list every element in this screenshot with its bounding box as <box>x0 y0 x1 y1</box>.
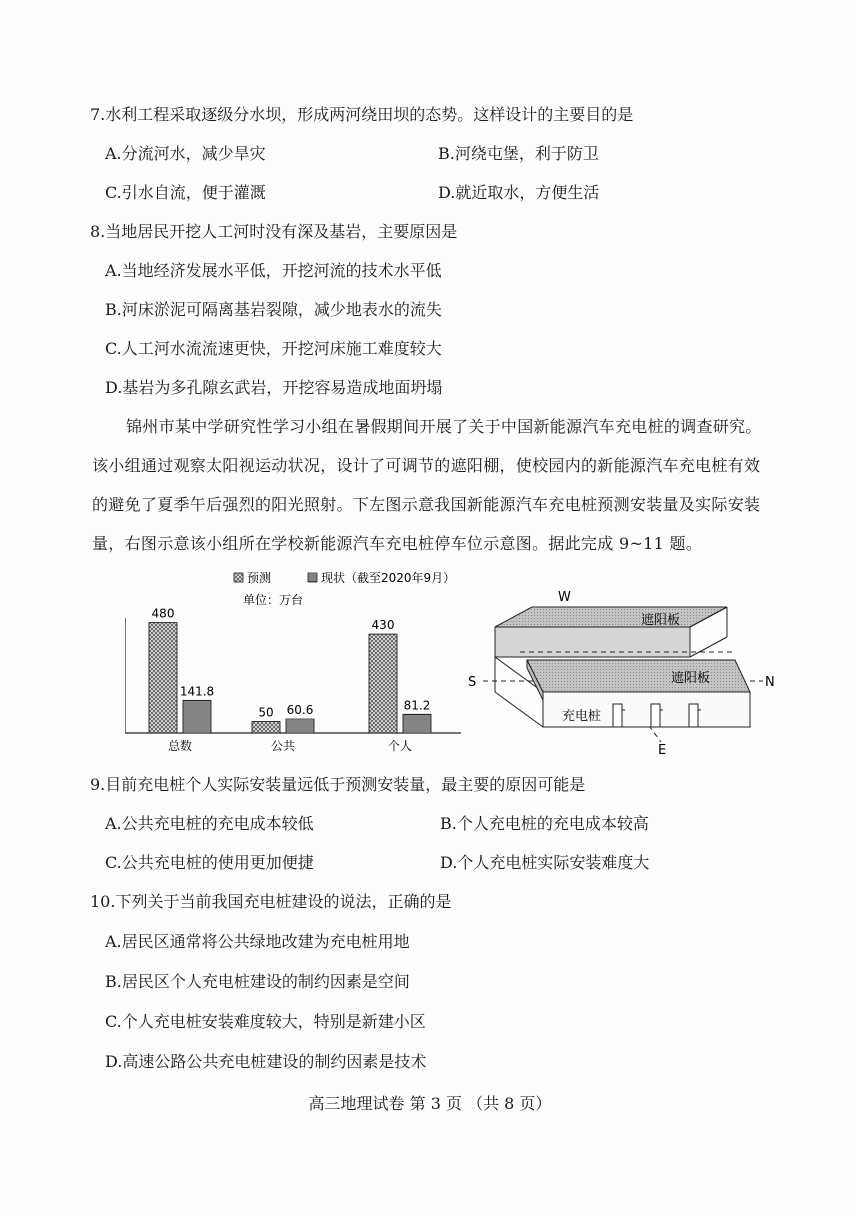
category-label: 总数 <box>167 739 193 753</box>
legend-swatch-actual <box>308 573 317 582</box>
ground-left-line <box>495 692 543 727</box>
bar-value-label: 81.2 <box>403 698 431 713</box>
bar-actual-2 <box>403 714 431 733</box>
bar-forecast-1 <box>252 722 280 734</box>
category-label: 公共 <box>270 739 296 753</box>
q7-option-c: C.引水自流，便于灌溉 <box>105 183 266 202</box>
q10-option-a: A.居民区通常将公共绿地改建为充电桩用地 <box>105 932 410 951</box>
bar-value-label: 480 <box>151 606 175 621</box>
q9-option-d: D.个人充电桩实际安装难度大 <box>440 853 650 872</box>
parking-shelter-diagram <box>465 582 795 762</box>
bar-value-label: 141.8 <box>179 684 215 699</box>
bar-forecast-0 <box>149 623 177 733</box>
q9-option-b: B.个人充电桩的充电成本较高 <box>440 814 649 833</box>
label-e: E <box>658 743 667 758</box>
q8-option-b: B.河床淤泥可隔离基岩裂隙，减少地表水的流失 <box>105 300 442 319</box>
passage-line-4: 量，右图示意该小组所在学校新能源汽车充电桩停车位示意图。据此完成 9~11 题。 <box>92 534 703 553</box>
bar-value-label: 50 <box>258 705 274 720</box>
chart-unit: 单位：万台 <box>243 593 304 607</box>
label-s: S <box>468 675 477 690</box>
q9-option-c: C.公共充电桩的使用更加便捷 <box>105 853 314 872</box>
label-shade-front: 遮阳板 <box>671 671 711 686</box>
q10-stem: 10.下列关于当前我国充电桩建设的说法，正确的是 <box>90 892 452 911</box>
charging-pile-bar-chart <box>125 566 465 758</box>
shade-board-back <box>495 607 727 657</box>
q7-option-d: D.就近取水，方便生活 <box>438 183 600 202</box>
bar-forecast-2 <box>369 634 397 733</box>
q7-stem: 7.水利工程采取逐级分水坝，形成两河绕田坝的态势。这样设计的主要目的是 <box>90 105 634 124</box>
q8-option-c: C.人工河水流流速更快，开挖河床施工难度较大 <box>105 339 442 358</box>
bar-actual-0 <box>183 700 211 733</box>
q9-option-a: A.公共充电桩的充电成本较低 <box>105 814 314 833</box>
q8-option-a: A.当地经济发展水平低，开挖河流的技术水平低 <box>105 261 442 280</box>
passage-line-2: 该小组通过观察太阳视运动状况，设计了可调节的遮阳棚，使校园内的新能源汽车充电桩有效 <box>92 456 761 475</box>
label-charger: 充电桩 <box>562 709 602 724</box>
page-footer: 高三地理试卷 第 3 页 （共 8 页） <box>308 1094 552 1113</box>
q8-stem: 8.当地居民开挖人工河时没有深及基岩，主要原因是 <box>90 222 458 241</box>
bar-value-label: 60.6 <box>286 703 314 718</box>
q8-option-d: D.基岩为多孔隙玄武岩，开挖容易造成地面坍塌 <box>105 378 443 397</box>
label-shade-top: 遮阳板 <box>641 613 681 628</box>
bar-value-label: 430 <box>371 618 395 633</box>
q10-option-d: D.高速公路公共充电桩建设的制约因素是技术 <box>105 1052 427 1071</box>
label-w: W <box>558 590 571 605</box>
q10-option-c: C.个人充电桩安装难度较大，特别是新建小区 <box>105 1012 426 1031</box>
passage-line-3: 的避免了夏季午后强烈的阳光照射。下左图示意我国新能源汽车充电桩预测安装量及实际安装 <box>92 495 761 514</box>
legend-swatch-forecast <box>234 573 243 582</box>
chart-legend <box>234 570 455 585</box>
passage-line-1: 锦州市某中学研究性学习小组在暑假期间开展了关于中国新能源汽车充电桩的调查研究。 <box>126 417 762 436</box>
bar-actual-1 <box>286 719 314 733</box>
label-n: N <box>765 675 775 690</box>
category-label: 个人 <box>387 739 413 753</box>
q7-option-a: A.分流河水，减少旱灾 <box>105 144 266 163</box>
legend-label-forecast: 预测 <box>247 571 272 585</box>
q9-stem: 9.目前充电桩个人实际安装量远低于预测安装量，最主要的原因可能是 <box>90 775 586 794</box>
q7-option-b: B.河绕屯堡，利于防卫 <box>438 144 599 163</box>
legend-label-actual: 现状（截至2020年9月） <box>321 571 456 585</box>
q10-option-b: B.居民区个人充电桩建设的制约因素是空间 <box>105 972 410 991</box>
